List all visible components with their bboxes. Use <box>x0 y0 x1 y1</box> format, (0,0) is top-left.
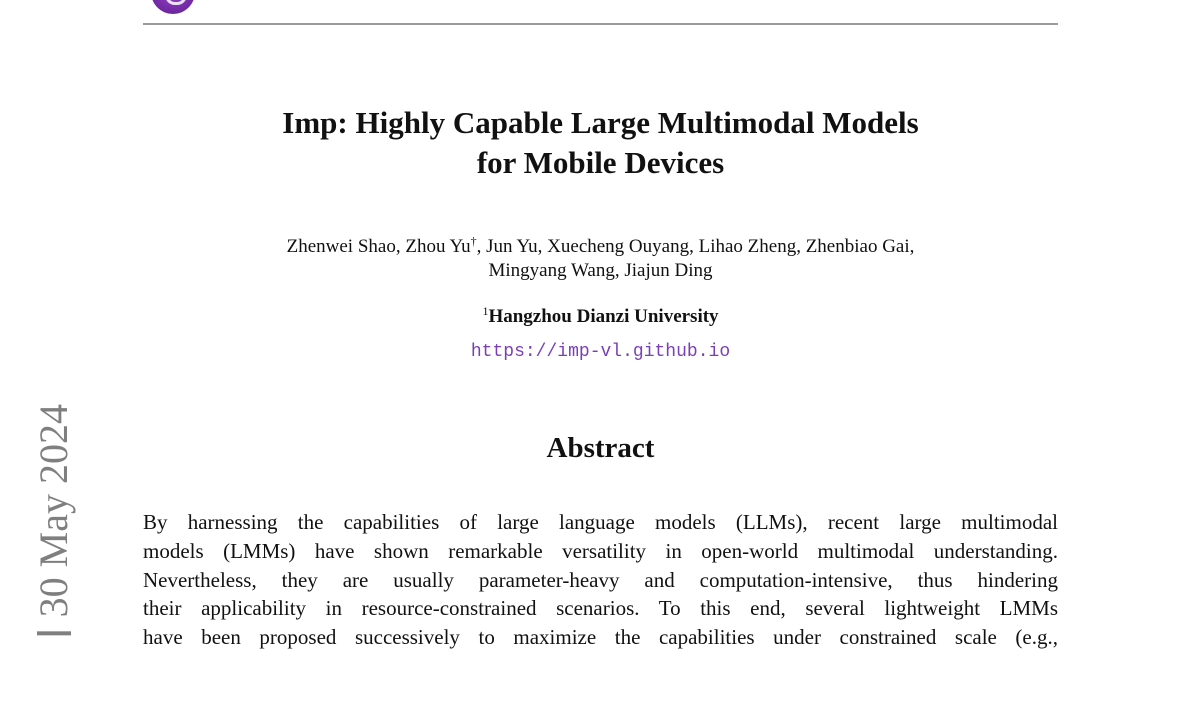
stamp-bar-divider <box>37 631 71 635</box>
author-line-1-start: Zhenwei Shao, Zhou Yu <box>286 236 471 257</box>
title-line-2: for Mobile Devices <box>476 145 725 180</box>
abstract-line: their applicability in resource-constrained scenarios. To this end, several lightweight LMMs <box>143 596 1058 621</box>
project-url-link[interactable]: https://imp-vl.github.io <box>470 342 731 362</box>
title-line-1: Imp: Highly Capable Large Multimodal Models <box>282 105 919 140</box>
paper-title <box>143 103 1058 183</box>
abstract-line: By harnessing the capabilities of large language models (LLMs), recent large multimodal <box>143 510 1058 534</box>
abstract-line: Nevertheless, they are usually parameter-heavy and computation-intensive, thus hindering <box>143 567 1058 592</box>
author-line-1 <box>143 235 1058 259</box>
arxiv-date: 30 May 2024 <box>31 404 76 618</box>
abstract-line: models (LMMs) have shown remarkable versatility in open-world multimodal understanding. <box>143 538 1058 563</box>
author-list <box>143 235 1058 283</box>
purple-logo-icon <box>151 0 195 14</box>
abstract-body <box>143 508 1058 652</box>
affiliation-name: Hangzhou Dianzi University <box>488 306 719 327</box>
author-line-2: Mingyang Wang, Jiajun Ding <box>488 260 713 281</box>
author-line-1-end: , Jun Yu, Xuecheng Ouyang, Lihao Zheng, Zhenbiao Gai, <box>476 236 915 257</box>
abstract-heading: Abstract <box>546 432 655 464</box>
affiliation-mark: 1 <box>482 304 489 318</box>
affiliation <box>143 304 1058 330</box>
corresponding-author-mark: † <box>470 234 477 248</box>
arxiv-side-stamp <box>30 404 76 704</box>
header-rule <box>143 23 1058 25</box>
abstract-line: have been proposed successively to maximize the capabilities under constrained scale (e.g., <box>143 625 1058 650</box>
